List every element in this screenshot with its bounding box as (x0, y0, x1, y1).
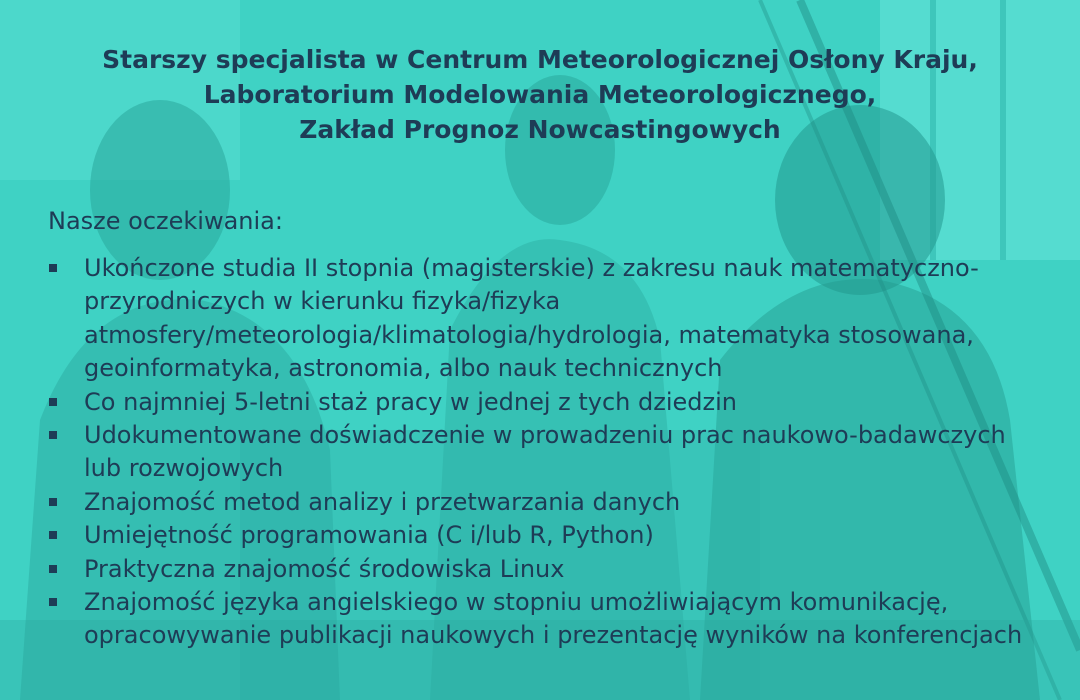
list-item (0, 553, 1080, 586)
list-item-text: Znajomość metod analizy i przetwarzania danych (84, 487, 681, 516)
square-bullet-icon (49, 531, 57, 539)
list-item-text: Co najmniej 5-letni staż pracy w jednej z tych dziedzin (84, 387, 737, 416)
job-title-line-2: Laboratorium Modelowania Meteorologicznego, (203, 80, 877, 109)
list-item (0, 586, 1080, 653)
expectations-heading: Nasze oczekiwania: (48, 207, 283, 235)
square-bullet-icon (49, 498, 57, 506)
list-item-text: Praktyczna znajomość środowiska Linux (84, 554, 565, 583)
list-item-text: Umiejętność programowania (C i/lub R, Python) (84, 521, 654, 550)
list-item (0, 252, 1080, 386)
square-bullet-icon (49, 431, 57, 439)
expectations-list (0, 252, 1080, 653)
square-bullet-icon (49, 565, 57, 573)
job-title-line-1: Starszy specjalista w Centrum Meteorologicznej Osłony Kraju, (102, 45, 978, 74)
square-bullet-icon (49, 264, 57, 272)
list-item-text: Znajomość języka angielskiego w stopniu umożliwiającym komunikację, opracowywanie publikacji naukowych i prezentację wyników na konferencjach (84, 588, 1023, 650)
list-item (0, 386, 1080, 419)
list-item-text: Udokumentowane doświadczenie w prowadzeniu prac naukowo-badawczych lub rozwojowych (84, 421, 1006, 483)
list-item-text: Ukończone studia II stopnia (magisterskie) z zakresu nauk matematyczno-przyrodniczych w kierunku fizyka/fizyka atmosfery/meteorologia/klimatologia/hydrologia, matematyka stosowana, geoinformatyka, astronomia, albo nauk technicznych (84, 254, 979, 383)
square-bullet-icon (49, 598, 57, 606)
square-bullet-icon (49, 398, 57, 406)
list-item (0, 419, 1080, 486)
list-item (0, 519, 1080, 552)
job-title-line-3: Zakład Prognoz Nowcastingowych (299, 115, 781, 144)
job-title (0, 42, 1080, 147)
list-item (0, 486, 1080, 519)
